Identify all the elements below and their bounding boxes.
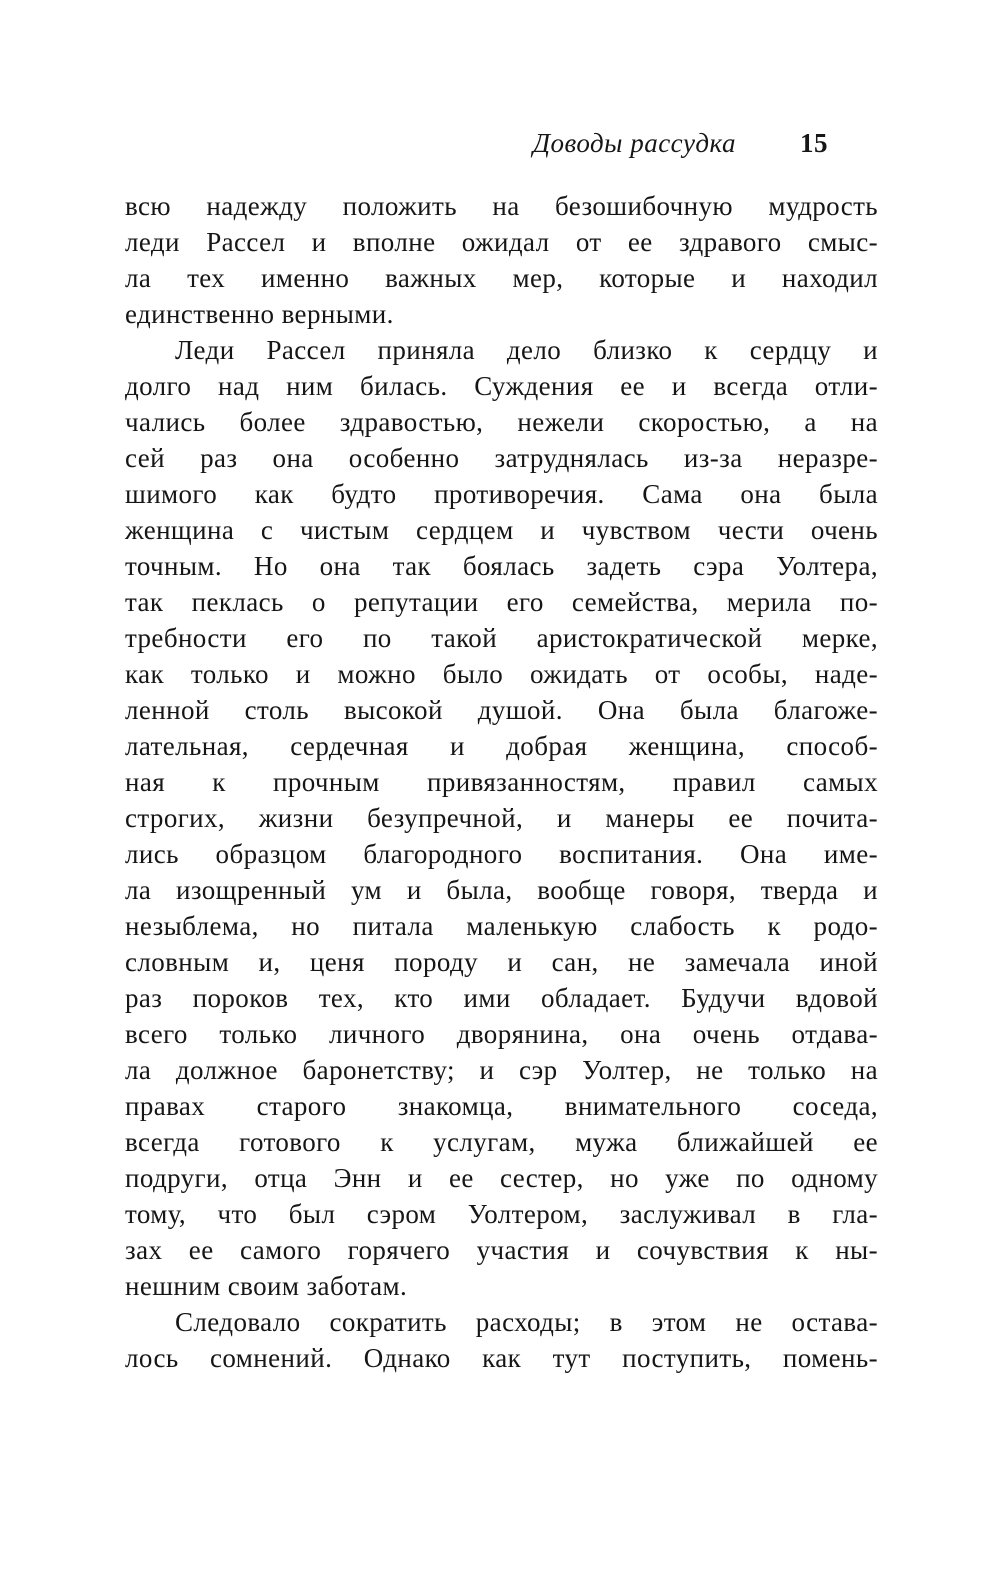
text-line: всего только личного дворянина, она очень отдава- bbox=[125, 1019, 878, 1049]
text-line: ла должное баронетству; и сэр Уолтер, не только на bbox=[125, 1055, 878, 1085]
text-line: чались более здравостью, нежели скоростью, а на bbox=[125, 407, 878, 437]
page-number: 15 bbox=[800, 128, 828, 158]
text-line: требности его по такой аристократической мерке, bbox=[125, 623, 878, 653]
text-line: строгих, жизни безупречной, и манеры ее почита- bbox=[125, 803, 878, 833]
text-line: зах ее самого горячего участия и сочувствия к ны- bbox=[125, 1235, 878, 1265]
text-line: ная к прочным привязанностям, правил самых bbox=[125, 767, 878, 797]
text-line: леди Рассел и вполне ожидал от ее здравого смыс- bbox=[125, 227, 878, 257]
text-line: Следовало сократить расходы; в этом не остава- bbox=[175, 1307, 878, 1337]
running-title: Доводы рассудка bbox=[532, 128, 736, 158]
text-line: лательная, сердечная и добрая женщина, способ- bbox=[125, 731, 878, 761]
text-line: шимого как будто противоречия. Сама она была bbox=[125, 479, 878, 509]
text-line: ла тех именно важных мер, которые и находил bbox=[125, 263, 878, 293]
text-line: единственно верными. bbox=[125, 299, 394, 329]
text-line: тому, что был сэром Уолтером, заслуживал в гла- bbox=[125, 1199, 878, 1229]
page-body bbox=[125, 188, 878, 1376]
text-line: сей раз она особенно затруднялась из-за неразре- bbox=[125, 443, 878, 473]
text-line: словным и, ценя породу и сан, не замечала иной bbox=[125, 947, 878, 977]
text-line: правах старого знакомца, внимательного соседа, bbox=[125, 1091, 878, 1121]
text-line: точным. Но она так боялась задеть сэра Уолтера, bbox=[125, 551, 878, 581]
text-line: ленной столь высокой душой. Она была благоже- bbox=[125, 695, 878, 725]
text-line: ла изощренный ум и была, вообще говоря, тверда и bbox=[125, 875, 878, 905]
text-line: лись образцом благородного воспитания. Она име- bbox=[125, 839, 878, 869]
text-line: женщина с чистым сердцем и чувством чести очень bbox=[125, 515, 878, 545]
text-line: нешним своим заботам. bbox=[125, 1271, 408, 1301]
text-line: всю надежду положить на безошибочную мудрость bbox=[125, 191, 878, 221]
text-line: лось сомнений. Однако как тут поступить, помень- bbox=[125, 1343, 878, 1373]
text-line: так пеклась о репутации его семейства, мерила по- bbox=[125, 587, 878, 617]
text-line: незыблема, но питала маленькую слабость к родо- bbox=[125, 911, 878, 941]
page-header bbox=[125, 128, 878, 159]
text-line: всегда готового к услугам, мужа ближайшей ее bbox=[125, 1127, 878, 1157]
text-line: раз пороков тех, кто ими обладает. Будучи вдовой bbox=[125, 983, 878, 1013]
text-line: подруги, отца Энн и ее сестер, но уже по одному bbox=[125, 1163, 878, 1193]
text-line: как только и можно было ожидать от особы, наде- bbox=[125, 659, 878, 689]
text-line: Леди Рассел приняла дело близко к сердцу и bbox=[175, 335, 878, 365]
text-line: долго над ним билась. Суждения ее и всегда отли- bbox=[125, 371, 878, 401]
